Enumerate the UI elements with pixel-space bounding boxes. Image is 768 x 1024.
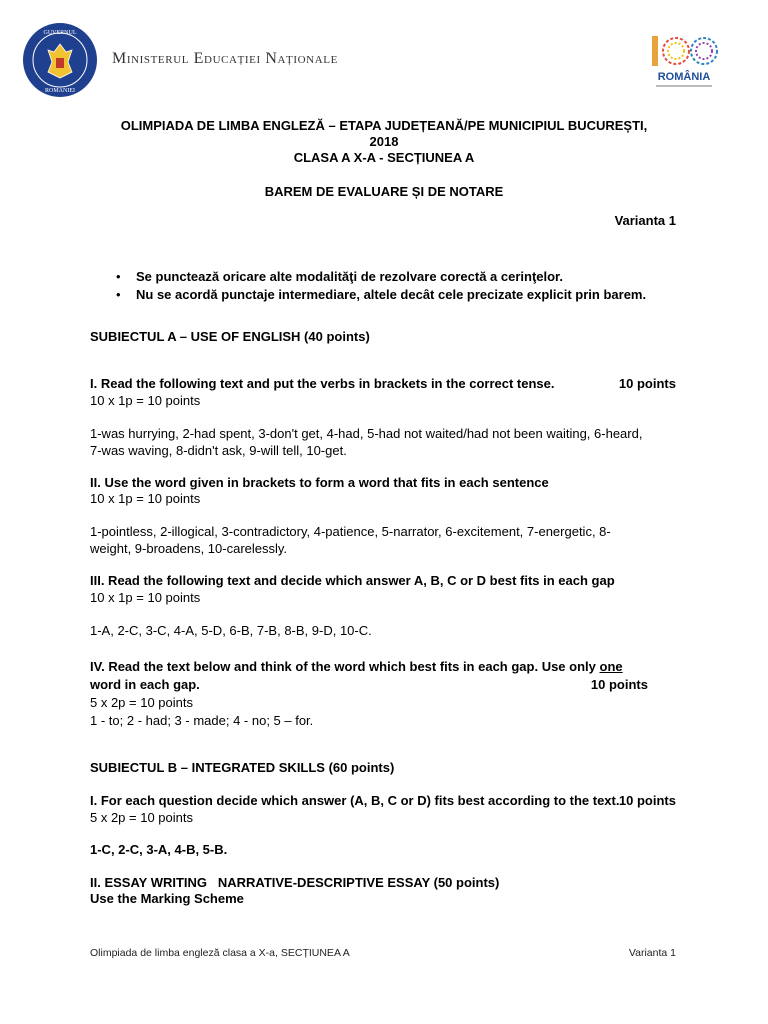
b-ex1-score: 5 x 2p = 10 points <box>90 810 193 825</box>
ex2-score: 10 x 1p = 10 points <box>90 491 201 506</box>
ex4-title-line2: word in each gap. <box>90 677 200 692</box>
b-ex1-answers: 1-C, 2-C, 3-A, 4-B, 5-B. <box>90 842 228 857</box>
ex3-title: III. Read the following text and decide which answer A, B, C or D best fits in each gap <box>90 573 615 588</box>
ex1-answers-line1: 1-was hurrying, 2-had spent, 3-don't get, 4-had, 5-had not waited/had not been waiting, 6-heard, <box>90 426 643 441</box>
seal-text: GUVERNUL <box>43 30 77 36</box>
ex2-answers-line1: 1-pointless, 2-illogical, 3-contradictory, 4-patience, 5-narrator, 6-excitement, 7-energetic, 8- <box>90 524 611 539</box>
bullet-dot: • <box>116 269 121 284</box>
subject-b-heading: SUBIECTUL B – INTEGRATED SKILLS (60 points) <box>90 760 395 775</box>
title-class: CLASA A X-A - SECȚIUNEA A <box>293 150 475 165</box>
b-ex2-note: Use the Marking Scheme <box>90 891 244 906</box>
title-barem: BAREM DE EVALUARE ȘI DE NOTARE <box>264 184 504 199</box>
government-seal-logo <box>22 22 98 98</box>
b-ex2-title: II. ESSAY WRITING NARRATIVE-DESCRIPTIVE ESSAY (50 points) <box>90 875 500 890</box>
b-ex1-title: I. For each question decide which answer (A, B, C or D) fits best according to the text. <box>90 793 620 808</box>
ministry-title: Ministerul Educației Naționale <box>112 50 338 67</box>
romania-100-logo <box>646 32 722 92</box>
bullet-dot: • <box>116 287 121 302</box>
variant-label: Varianta 1 <box>614 213 676 228</box>
ex4-answers: 1 - to; 2 - had; 3 - made; 4 - no; 5 – for. <box>90 713 314 728</box>
footer-right: Varianta 1 <box>628 947 676 959</box>
ex4-title-text: IV. Read the text below and think of the word which best fits in each gap. Use only <box>90 659 596 674</box>
ex3-score: 10 x 1p = 10 points <box>90 590 201 605</box>
ex4-score: 5 x 2p = 10 points <box>90 695 193 710</box>
bullet-item: Se punctează oricare alte modalităţi de rezolvare corectă a cerinţelor. <box>136 269 564 284</box>
ex4-title <box>90 658 623 675</box>
ex2-title: II. Use the word given in brackets to form a word that fits in each sentence <box>90 475 549 490</box>
title-year: 2018 <box>369 134 399 149</box>
ex1-answers-line2: 7-was waving, 8-didn't ask, 9-will tell, 10-get. <box>90 443 347 458</box>
ex3-answers: 1-A, 2-C, 3-C, 4-A, 5-D, 6-B, 7-B, 8-B, 9-D, 10-C. <box>90 623 372 638</box>
ex1-title: I. Read the following text and put the verbs in brackets in the correct tense. <box>90 376 555 391</box>
title-line-1: OLIMPIADA DE LIMBA ENGLEZĂ – ETAPA JUDEȚEANĂ/PE MUNICIPIUL BUCUREȘTI, <box>120 118 648 133</box>
bullet-item: Nu se acordă punctaje intermediare, altele decât cele precizate explicit prin barem. <box>136 287 647 302</box>
logo-word: ROMÂNIA <box>657 71 711 83</box>
ex2-answers-line2: weight, 9-broadens, 10-carelessly. <box>90 541 288 556</box>
footer-left: Olimpiada de limba engleză clasa a X-a, SECȚIUNEA A <box>90 947 350 959</box>
ex4-title-underlined: one <box>599 659 623 674</box>
ex4-points: 10 points <box>590 677 648 692</box>
ex1-score: 10 x 1p = 10 points <box>90 393 201 408</box>
svg-text:ROMÂNIEI: ROMÂNIEI <box>45 88 75 94</box>
b-ex1-points: 10 points <box>618 793 676 808</box>
subject-a-heading: SUBIECTUL A – USE OF ENGLISH (40 points) <box>90 329 370 344</box>
ex1-points: 10 points <box>618 376 676 391</box>
